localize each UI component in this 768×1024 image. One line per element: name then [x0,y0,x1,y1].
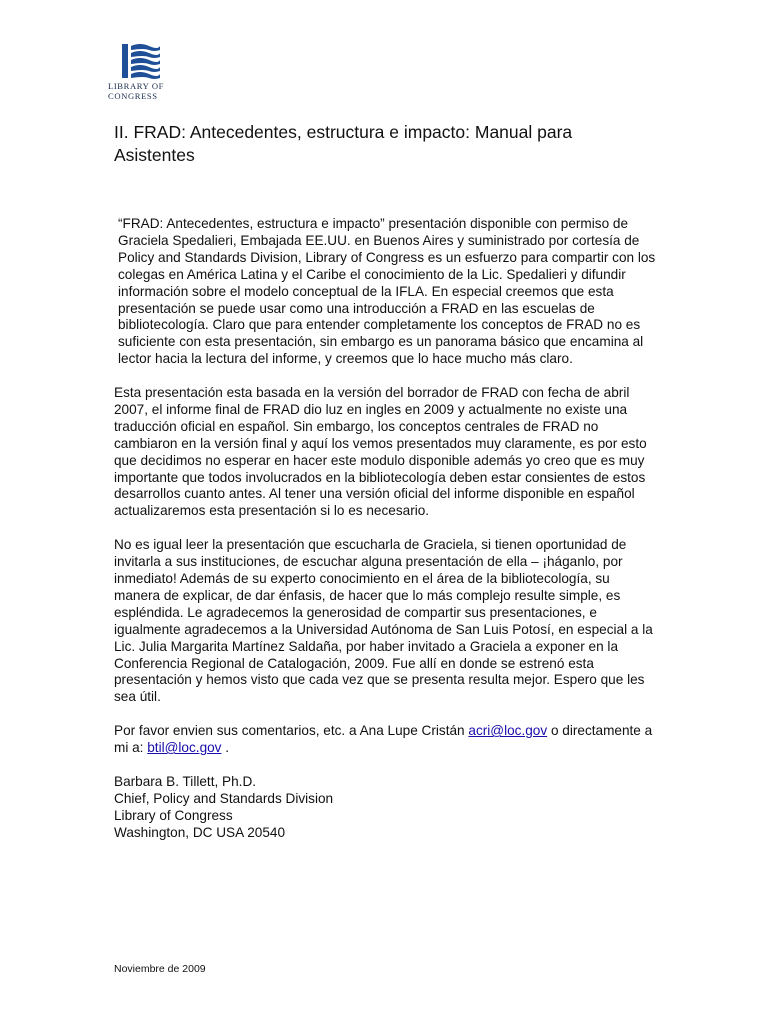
logo-text-line2: CONGRESS [108,90,158,101]
paragraph-contact [114,723,659,757]
contact-text-before: Por favor envien sus comentarios, etc. a Ana Lupe Cristán [114,723,469,739]
document-title: II. FRAD: Antecedentes, estructura e impacto: Manual para Asistentes [114,122,573,165]
document-body [114,216,659,841]
contact-text-middle: o directamente a mi a: [114,723,653,756]
signature-block [114,774,659,842]
footer-date: Noviembre de 2009 [114,963,206,975]
signature-organization: Library of Congress [114,807,233,823]
email-link-acri[interactable]: acri@loc.gov [468,723,548,739]
email-link-btil[interactable]: btil@loc.gov [147,740,222,756]
paragraph-intro: “FRAD: Antecedentes, estructura e impacto” presentación disponible con permiso de Graciela Spedalieri, Embajada EE.UU. en Buenos Aires y suministrado por cortesía de Policy and Standards Division, Library of Congress es un esfuerzo para compartir con los colegas en América Latina y el Caribe el conocimiento de la Lic. Spedalieri y difundir información sobre el modelo conceptual de la IFLA. En especial creemos que esta presentación se puede usar como una introducción a FRAD en las escuelas de bibliotecología. Claro que para entender completamente los conceptos de FRAD no es suficiente con esta presentación, sin embargo es un panorama básico que encamina al lector hacia la lectura del informe, y creemos que lo hace mucho más claro. [118,216,656,367]
signature-position: Chief, Policy and Standards Division [114,790,334,806]
paragraph-acknowledgement: No es igual leer la presentación que escucharla de Graciela, si tienen oportunidad de invitarla a sus instituciones, de escuchar alguna presentación de ella – ¡háganlo, por inmediato! Además de su experto conocimiento en el área de la bibliotecología, su manera de explicar, de dar énfasis, de hacer que lo más complejo resulte simple, es espléndida. Le agradecemos la generosidad de compartir sus presentaciones, e igualmente agradecemos a la Universidad Autónoma de San Luis Potosí, en especial a la Lic. Julia Margarita Martínez Saldaña, por haber invitado a Graciela a exponer en la Conferencia Regional de Catalogación, 2009. Fue allí en donde se estrenó esta presentación y hemos visto que cada vez que se presenta resulta mejor. Espero que les sea útil. [114,537,653,705]
paragraph-basis: Esta presentación esta basada en la versión del borrador de FRAD con fecha de abril 2007, el informe final de FRAD dio luz en ingles en 2009 y actualmente no existe una traducción oficial en español. Sin embargo, los conceptos centrales de FRAD no cambiaron en la versión final y aquí los vemos presentados muy claramente, es por esto que decidimos no esperar en hacer este modulo disponible además yo creo que es muy importante que todos involucrados en la bibliotecología deben estar consientes de estos desarrollos cuanto antes. Al tener una versión oficial del informe disponible en español actualizaremos esta presentación si lo es necesario. [114,385,647,519]
library-of-congress-logo-icon [122,42,160,80]
signature-name: Barbara B. Tillett, Ph.D. [114,773,257,789]
library-of-congress-logo [108,42,174,101]
signature-address: Washington, DC USA 20540 [114,824,286,840]
contact-text-after: . [221,740,230,756]
logo-text-line1: LIBRARY OF [108,81,165,91]
